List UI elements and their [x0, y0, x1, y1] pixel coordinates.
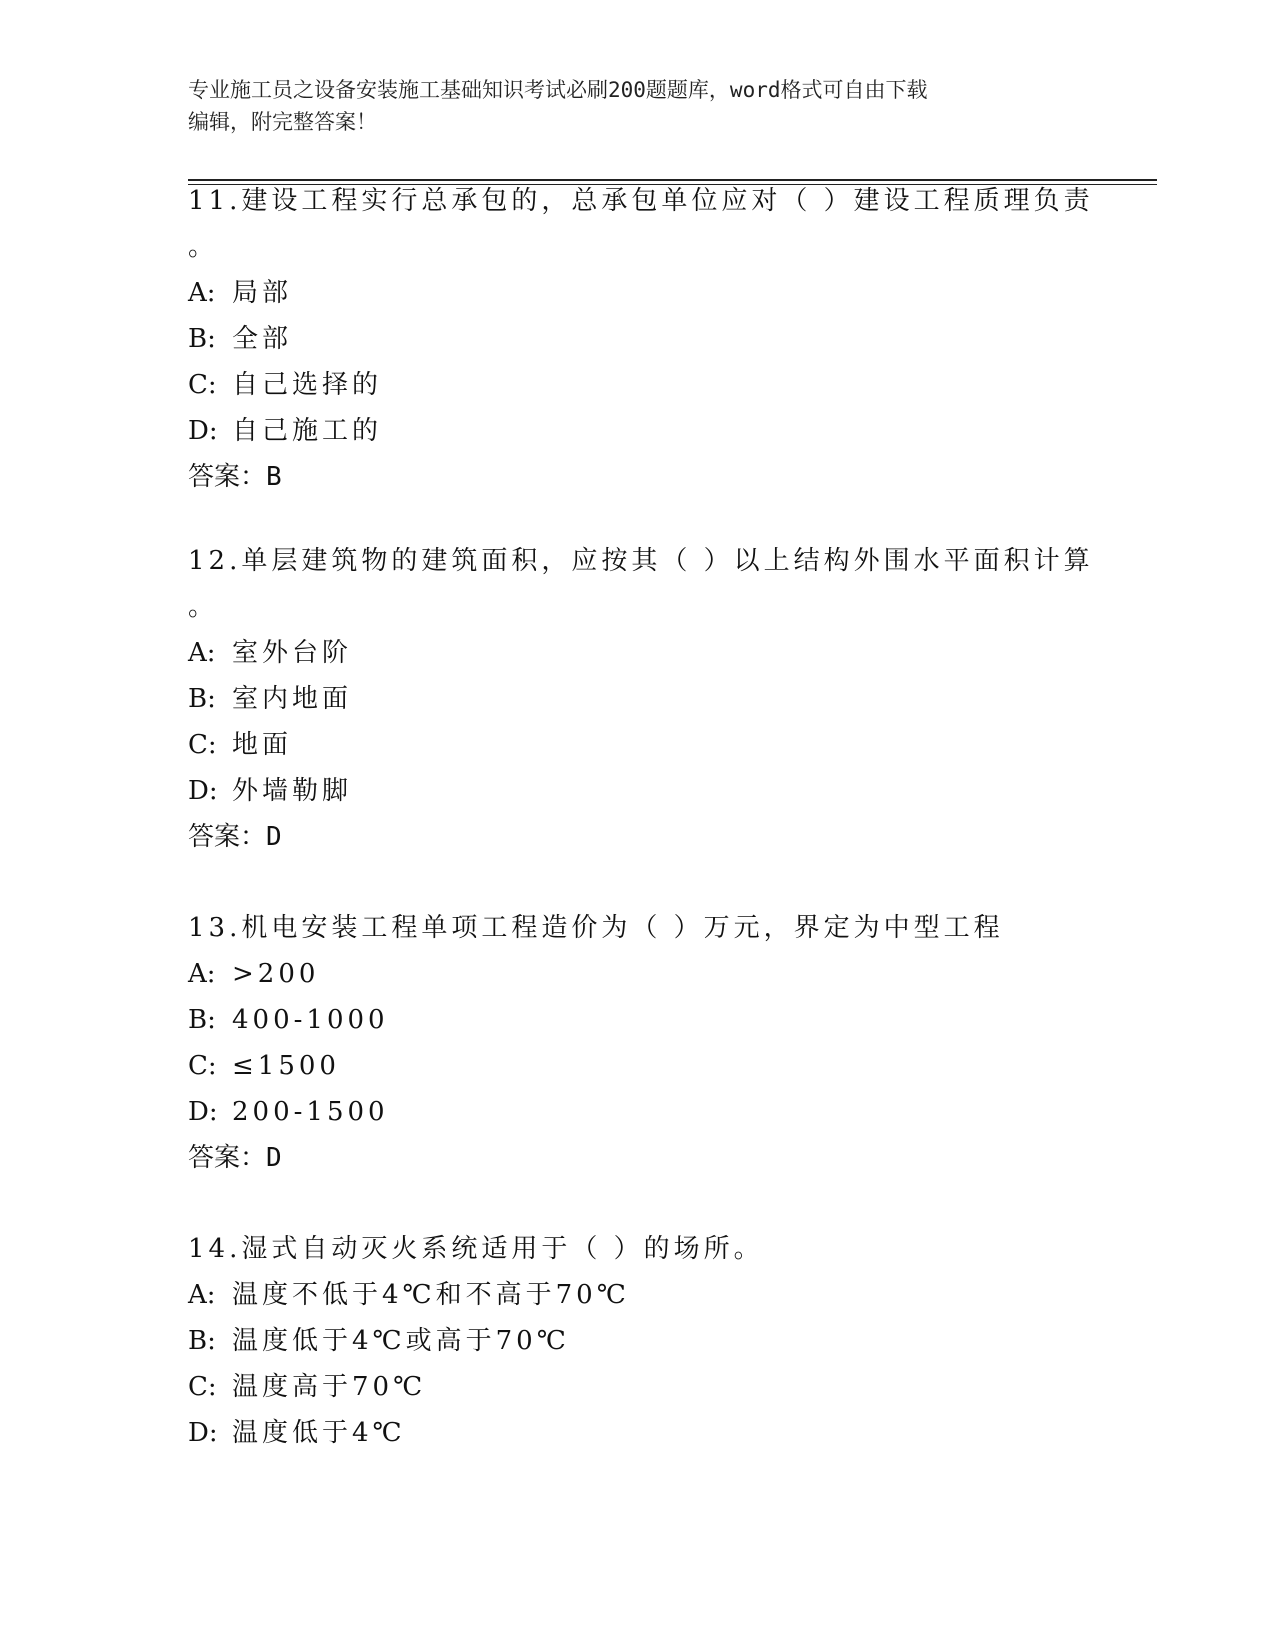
option-c	[188, 1043, 1088, 1089]
option-letter: A:	[188, 959, 216, 989]
option-letter: B:	[188, 1005, 216, 1035]
option-text: 局部	[232, 278, 293, 308]
option-letter: A:	[188, 638, 216, 668]
option-text: 温度低于4℃或高于70℃	[232, 1326, 570, 1356]
option-letter: B:	[188, 684, 216, 714]
option-text: ≤1500	[232, 1051, 340, 1081]
option-text: 200-1500	[232, 1097, 389, 1127]
question-stem-continuation: 。	[188, 232, 219, 262]
option-letter: A:	[188, 278, 216, 308]
option-text: 地面	[232, 730, 293, 760]
question-stem: 11.建设工程实行总承包的，总承包单位应对（ ）建设工程质理负责	[188, 186, 1094, 216]
question-14	[188, 1226, 1088, 1456]
option-b	[188, 997, 1088, 1043]
option-letter: C:	[188, 1372, 217, 1402]
question-stem-continuation: 。	[188, 592, 219, 622]
option-text: 室外台阶	[232, 638, 353, 668]
option-c	[188, 1364, 1088, 1410]
option-letter: D:	[188, 416, 218, 446]
option-a	[188, 1272, 1088, 1318]
option-d	[188, 768, 1088, 814]
option-text: 自己选择的	[232, 370, 383, 400]
option-c	[188, 722, 1088, 768]
option-letter: C:	[188, 370, 217, 400]
option-d	[188, 1089, 1088, 1135]
option-text: 全部	[232, 324, 293, 354]
option-b	[188, 1318, 1088, 1364]
option-text: 温度低于4℃	[232, 1418, 406, 1448]
question-13	[188, 905, 1088, 1181]
option-text: 400-1000	[232, 1005, 389, 1035]
option-b	[188, 676, 1088, 722]
option-letter: D:	[188, 1418, 218, 1448]
option-letter: B:	[188, 1326, 216, 1356]
header-line-1: 专业施工员之设备安装施工基础知识考试必刷200题题库，word格式可自由下载	[188, 78, 928, 102]
answer: 答案：D	[188, 1143, 282, 1173]
header-line-2: 编辑，附完整答案！	[188, 110, 377, 134]
option-d	[188, 408, 1088, 454]
option-text: 温度不低于4℃和不高于70℃	[232, 1280, 630, 1310]
option-letter: D:	[188, 776, 218, 806]
option-text: >200	[232, 959, 320, 989]
option-d	[188, 1410, 1088, 1456]
option-text: 外墙勒脚	[232, 776, 353, 806]
option-letter: C:	[188, 1051, 217, 1081]
answer: 答案：D	[188, 822, 282, 852]
option-a	[188, 951, 1088, 997]
question-stem: 12.单层建筑物的建筑面积，应按其（ ）以上结构外围水平面积计算	[188, 546, 1094, 576]
option-b	[188, 316, 1088, 362]
answer: 答案：B	[188, 462, 282, 492]
question-stem: 13.机电安装工程单项工程造价为（ ）万元，界定为中型工程	[188, 913, 1004, 943]
question-11	[188, 178, 1094, 500]
option-letter: C:	[188, 730, 217, 760]
option-a	[188, 630, 1088, 676]
option-text: 自己施工的	[232, 416, 383, 446]
question-stem: 14.湿式自动灭火系统适用于（ ）的场所。	[188, 1234, 764, 1264]
option-c	[188, 362, 1088, 408]
option-letter: B:	[188, 324, 216, 354]
option-text: 室内地面	[232, 684, 353, 714]
option-letter: A:	[188, 1280, 216, 1310]
option-letter: D:	[188, 1097, 218, 1127]
document-header	[188, 74, 1088, 138]
option-text: 温度高于70℃	[232, 1372, 427, 1402]
question-12	[188, 538, 1094, 860]
option-a	[188, 270, 1088, 316]
